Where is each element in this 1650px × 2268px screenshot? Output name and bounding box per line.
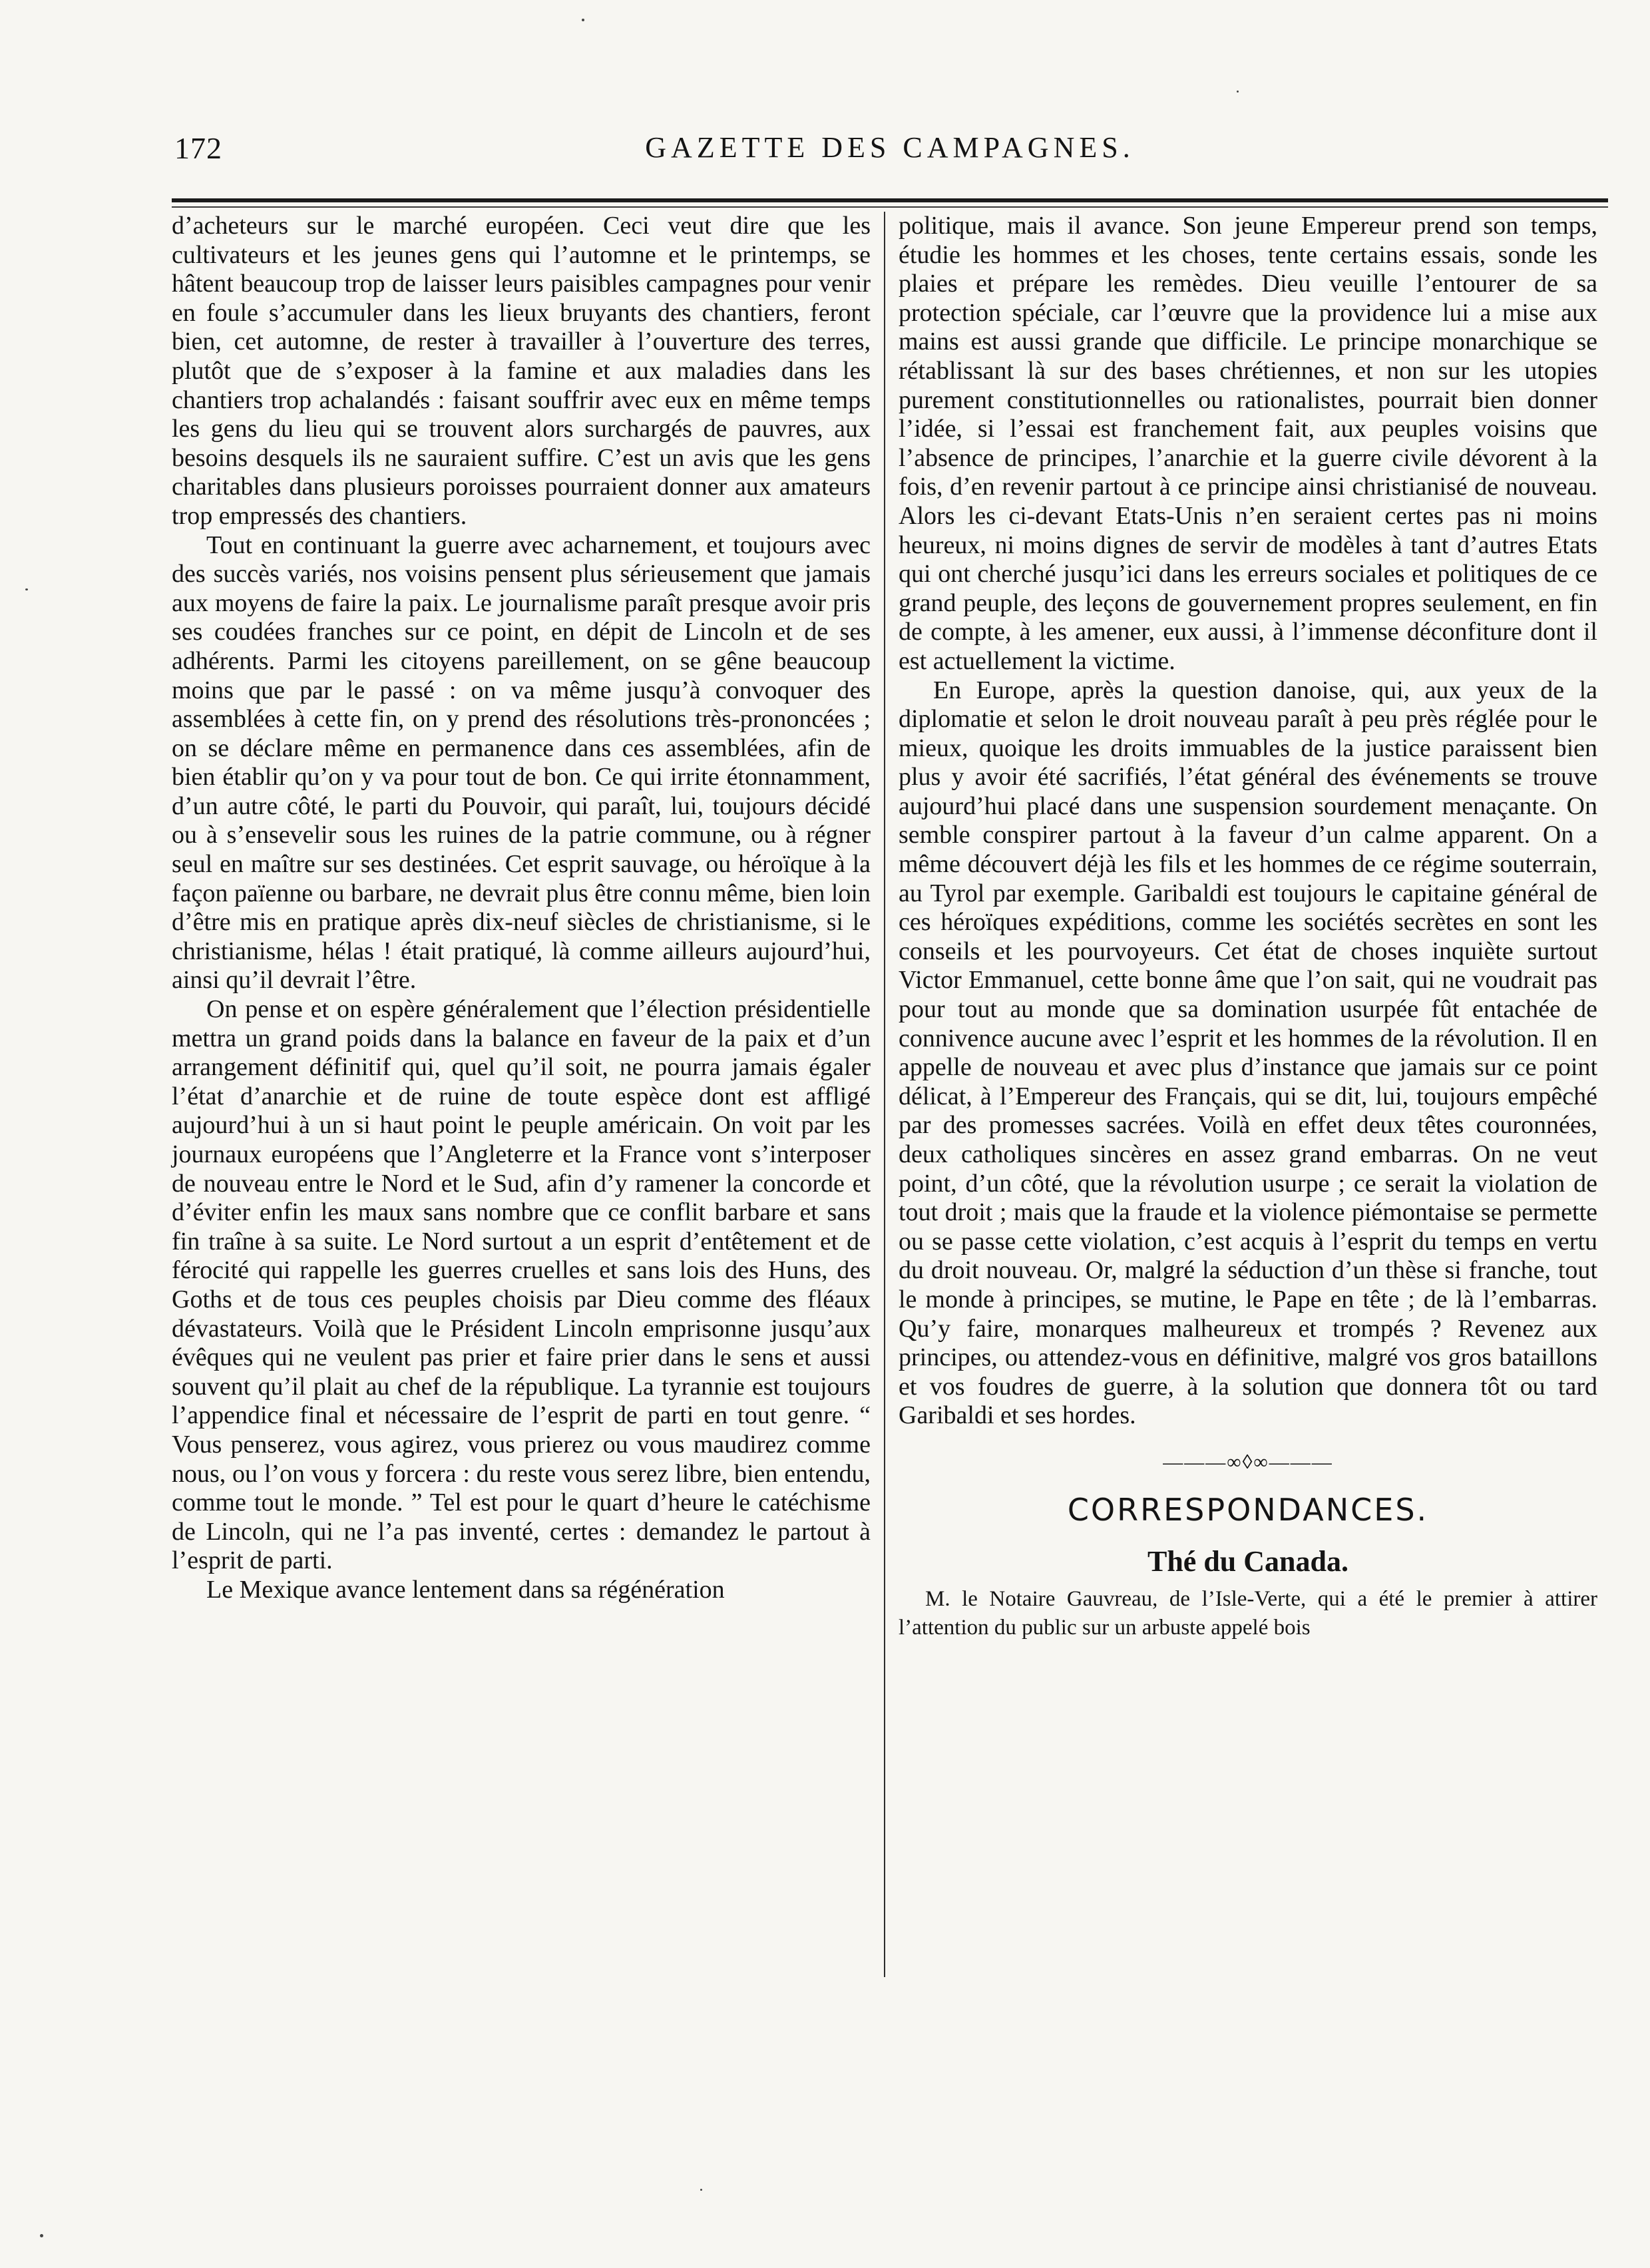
page-header [174,130,1605,177]
page-number: 172 [174,131,222,165]
section-heading: CORRESPONDANCES. [1067,1491,1429,1528]
paragraph-election: On pense et on espère généralement que l’élection présidentielle mettra un grand poids dans la balance en faveur de la paix et d’un arrangement définitif qui, quel qu’il soit, ne pourra jamais égaler l’état d’anarchie et de ruine de toute espèce dont est affligé aujourd’hui à un si haut point le peuple américain. On voit par les journaux européens que l’Angleterre et la France vont s’interposer de nouveau entre le Nord et le Sud, afin d’y ramener la concorde et d’éviter enfin les maux sans nombre que ce conflit barbare et sans fin traîne à sa suite. Le Nord surtout a un esprit d’entêtement et de férocité qui rappelle les guerres cruelles et sans lois des Huns, des Goths et de tous ces peuples choisis par Dieu comme des fléaux dévastateurs. Voilà que le Président Lincoln emprisonne jusqu’aux évêques qui ne veulent pas prier et faire prier dans le sens et aussi souvent qu’il plait au chef de la république. La tyrannie est toujours l’appendice final et nécessaire de l’esprit de parti en tout genre. “ Vous penserez, vous agirez, vous prierez ou vous maudirez comme nous, ou l’on vous y forcera : du reste vous serez libre, bien entendu, comme tout le monde. ” Tel est pour le quart d’heure le catéchisme de Lincoln, qui ne l’a pas inventé, certes : demandez le partout à l’esprit de parti. [172,995,871,1575]
ornamental-divider: ———∞◊∞——— [1163,1451,1333,1473]
paragraph-mexico: Le Mexique avance lentement dans sa régénération [206,1575,725,1604]
article-title: Thé du Canada. [1147,1544,1348,1578]
print-speck [582,19,584,21]
column-divider [884,212,885,1977]
print-speck [1237,91,1239,93]
header-rule-thin [172,206,1608,208]
article-opening: M. le Notaire Gauvreau, de l’Isle-Verte, qui a été le premier à attirer l’attention du public sur un arbuste appelé bois [899,1586,1597,1640]
header-rule-thick [172,198,1608,202]
paragraph-europe: En Europe, après la question danoise, qui, aux yeux de la diplomatie et selon le droit nouveau paraît à peu près réglée pour le mieux, quoique les droits immuables de la justice paraissent bien plus y avoir été sacrifiés, l’état général des événements se trouve aujourd’hui placé dans une suspension sourdement menaçante. On semble conspirer partout à la faveur d’un calme apparent. On a même découvert déjà les fils et les hommes de ce régime souterrain, au Tyrol par exemple. Garibaldi est toujours le capitaine général de ces héroïques expéditions, comme les sociétés secrètes en sont les conseils et les pourvoyeurs. Cet état de choses inquiète surtout Victor Emmanuel, cette bonne âme que l’on sait, qui ne voudrait pas pour tout au monde que sa domination usurpée fût entachée de connivence aucune avec l’esprit et les hommes de la révolution. Il en appelle de nouveau et avec plus d’instance que jamais sur ce point délicat, à l’Empereur des Français, qui se dit, lui, toujours empêché par des promesses sacrées. Voilà en effet deux têtes couronnées, deux catholiques sincères en assez grand embarras. On ne veut point, d’un côté, que la révolution usurpe ; ce serait la violation de tout droit ; mais que la fraude et la violence piémontaise se permette ou se passe cette violation, c’est acquis à l’esprit du temps en vertu du droit nouveau. Or, malgré la séduction d’un thèse si franche, tout le monde à principes, se mutine, le Pape en tête ; de là l’embarras. Qu’y faire, monarques malheureux et trompés ? Revenez aux principes, ou attendez-vous en définitive, malgré vos gros bataillons et vos foudres de guerre, à la solution que donnera tôt ou tard Garibaldi et ses hordes. [899,676,1597,1430]
paragraph-peace-talks: Tout en continuant la guerre avec acharnement, et toujours avec des succès variés, nos voisins pensent plus sérieusement que jamais aux moyens de faire la paix. Le journalisme paraît presque avoir pris ses coudées franches sur ce point, en dépit de Lincoln et de ses adhérents. Parmi les citoyens pareillement, on se gêne beaucoup moins que par le passé : on va même jusqu’à convoquer des assemblées à cette fin, on y prend des résolutions très-prononcées ; on se déclare même en permanence dans ces assemblées, afin de bien établir qu’on y va pour tout de bon. Ce qui irrite étonnamment, d’un autre côté, le parti du Pouvoir, qui paraît, lui, toujours décidé ou à s’ensevelir sous les ruines de la patrie commune, ou à régner seul en maître sur ses destinées. Cet esprit sauvage, ou héroïque à la façon païenne ou barbare, ne devrait plus être connu même, bien loin d’être mis en pratique après dix-neuf siècles de christianisme, si le christianisme, hélas ! était pratiqué, là comme ailleurs aujourd’hui, ainsi qu’il devrait l’être. [172,531,871,995]
journal-title: GAZETTE DES CAMPAGNES. [645,131,1135,164]
paragraph-mexico-continued: politique, mais il avance. Son jeune Empereur prend son temps, étudie les hommes et les choses, tente certains essais, sonde les plaies et prépare les remèdes. Dieu veuille l’entourer de sa protection spéciale, car l’œuvre que la providence lui a mise aux mains est aussi grande que difficile. Le principe monarchique se rétablissant là sur des bases chrétiennes, et non sur les utopies purement constitutionnelles ou rationalistes, pourrait bien donner l’idée, si l’essai est franchement fait, aux peuples voisins que l’absence de principes, l’anarchie et la guerre civile dévorent à la fois, d’en revenir partout à ce principe ainsi christianisé de nouveau. Alors les ci-devant Etats-Unis n’en seraient certes pas ni moins heureux, ni moins dignes de servir de modèles à tant d’autres Etats qui ont cherché jusqu’ici dans les erreurs sociales et politiques de ce grand peuple, des leçons de gouvernement propres seulement, en fin de compte, à les amener, eux aussi, à l’immense déconfiture dont il est actuellement la victime. [899,212,1597,675]
print-speck [40,2234,43,2237]
print-speck [25,588,28,590]
paragraph-continued: d’acheteurs sur le marché européen. Ceci veut dire que les cultivateurs et les jeunes gens qui l’automne et le printemps, se hâtent beaucoup trop de laisser leurs paisibles campagnes pour venir en foule s’accumuler dans les lieux bruyants des chantiers, feront bien, cet automne, de rester à travailler à l’ouverture des terres, plutôt que de s’exposer à la famine et aux maladies dans les chantiers trop achalandés : faisant souffrir avec eux en même temps les gens du lieu qui se trouvent alors surchargés de pauvres, aux besoins desquels ils ne sauraient suffire. C’est un avis que les gens charitables dans plusieurs poroisses pourraient donner aux amateurs trop empressés des chantiers. [172,212,871,530]
right-column [899,212,1597,1642]
print-speck [700,2189,702,2191]
left-column [172,212,871,1605]
